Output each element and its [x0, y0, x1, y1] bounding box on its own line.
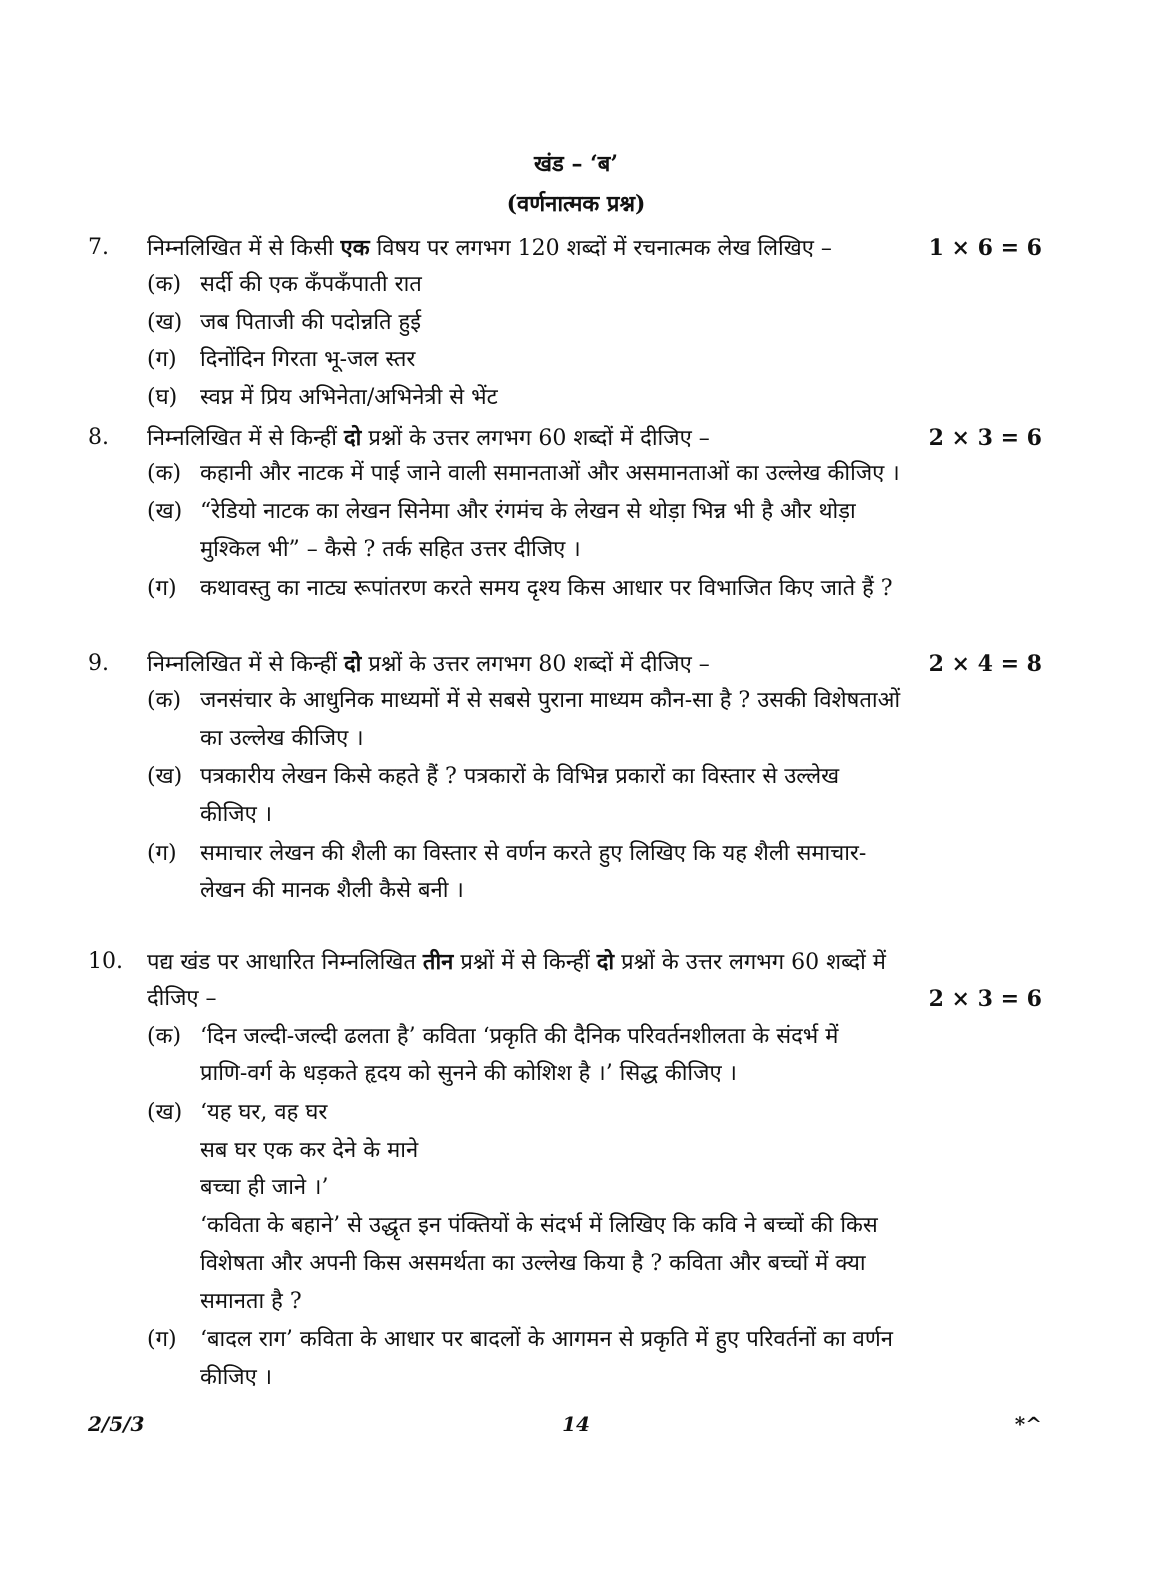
question-stem: निम्नलिखित में से किन्हीं दो प्रश्नों के उत्तर लगभग 80 शब्दों में दीजिए –	[147, 651, 710, 677]
footer-mark: *^	[1014, 1412, 1042, 1436]
option-text: मुश्किल भी” – कैसे ? तर्क सहित उत्तर दीजिए ।	[200, 537, 581, 562]
poem-line: सब घर एक कर देने के माने	[200, 1138, 419, 1163]
paper-code: 2/5/3	[88, 1412, 145, 1436]
question-stem: निम्नलिखित में से किन्हीं दो प्रश्नों के उत्तर लगभग 60 शब्दों में दीजिए –	[147, 425, 710, 451]
option-text: सर्दी की एक कँपकँपाती रात	[200, 272, 422, 297]
option-label: (ख)	[147, 499, 183, 524]
option-text: प्राणि-वर्ग के धड़कते हृदय को सुनने की कोशिश है ।’ सिद्ध कीजिए ।	[200, 1061, 737, 1086]
question-marks: 2 × 3 = 6	[928, 425, 1042, 451]
question-number: 7.	[88, 235, 109, 260]
question-number: 9.	[88, 651, 109, 676]
option-text: विशेषता और अपनी किस असमर्थता का उल्लेख किया है ? कविता और बच्चों में क्या	[200, 1251, 866, 1276]
option-label: (क)	[147, 272, 182, 297]
option-text: कीजिए ।	[200, 1365, 273, 1390]
option-text: कहानी और नाटक में पाई जाने वाली समानताओं और असमानताओं का उल्लेख कीजिए ।	[200, 461, 900, 486]
option-label: (घ)	[147, 385, 178, 410]
option-text: पत्रकारीय लेखन किसे कहते हैं ? पत्रकारों के विभिन्न प्रकारों का विस्तार से उल्लेख	[200, 764, 840, 789]
option-text: स्वप्न में प्रिय अभिनेता/अभिनेत्री से भेंट	[200, 385, 498, 410]
option-text: ‘बादल राग’ कविता के आधार पर बादलों के आगमन से प्रकृति में हुए परिवर्तनों का वर्णन	[200, 1327, 894, 1352]
question-marks: 2 × 4 = 8	[928, 651, 1042, 677]
option-text: कथावस्तु का नाट्य रूपांतरण करते समय दृश्य किस आधार पर विभाजित किए जाते हैं ?	[200, 576, 893, 601]
option-label: (ख)	[147, 310, 183, 335]
option-label: (ख)	[147, 1100, 183, 1125]
question-stem: निम्नलिखित में से किसी एक विषय पर लगभग 120 शब्दों में रचनात्मक लेख लिखिए –	[147, 235, 832, 261]
option-label: (ख)	[147, 764, 183, 789]
option-text: दिनोंदिन गिरता भू-जल स्तर	[200, 347, 416, 372]
option-text: जनसंचार के आधुनिक माध्यमों में से सबसे पुराना माध्यम कौन-सा है ? उसकी विशेषताओं	[200, 688, 901, 713]
option-text: ‘कविता के बहाने’ से उद्धृत इन पंक्तियों के संदर्भ में लिखिए कि कवि ने बच्चों की किस	[200, 1213, 878, 1238]
section-subtitle: (वर्णनात्मक प्रश्न)	[506, 191, 646, 217]
option-label: (क)	[147, 1024, 182, 1049]
option-text: समानता है ?	[200, 1289, 302, 1314]
option-text: समाचार लेखन की शैली का विस्तार से वर्णन करते हुए लिखिए कि यह शैली समाचार-	[200, 841, 867, 866]
question-stem-continued: दीजिए –	[147, 986, 217, 1011]
section-title: खंड – ‘ब’	[534, 151, 618, 177]
question-marks: 2 × 3 = 6	[928, 986, 1042, 1012]
question-stem: पद्य खंड पर आधारित निम्नलिखित तीन प्रश्नों में से किन्हीं दो प्रश्नों के उत्तर लगभग 60 शब्दों में	[147, 949, 886, 975]
poem-line: ‘यह घर, वह घर	[200, 1100, 328, 1125]
option-label: (क)	[147, 461, 182, 486]
option-text: ‘दिन जल्दी-जल्दी ढलता है’ कविता ‘प्रकृति की दैनिक परिवर्तनशीलता के संदर्भ में	[200, 1024, 839, 1049]
option-text: जब पिताजी की पदोन्नति हुई	[200, 310, 422, 335]
question-number: 10.	[88, 949, 123, 974]
question-number: 8.	[88, 425, 109, 450]
option-text: लेखन की मानक शैली कैसे बनी ।	[200, 878, 464, 903]
option-text: का उल्लेख कीजिए ।	[200, 726, 364, 751]
poem-line: बच्चा ही जाने ।’	[200, 1175, 329, 1200]
option-text: कीजिए ।	[200, 802, 273, 827]
option-label: (ग)	[147, 576, 177, 601]
option-label: (ग)	[147, 841, 177, 866]
option-label: (क)	[147, 688, 182, 713]
option-text: “रेडियो नाटक का लेखन सिनेमा और रंगमंच के लेखन से थोड़ा भिन्न भी है और थोड़ा	[200, 499, 856, 524]
option-label: (ग)	[147, 347, 177, 372]
option-label: (ग)	[147, 1327, 177, 1352]
question-marks: 1 × 6 = 6	[928, 235, 1042, 261]
page-number: 14	[562, 1412, 590, 1436]
